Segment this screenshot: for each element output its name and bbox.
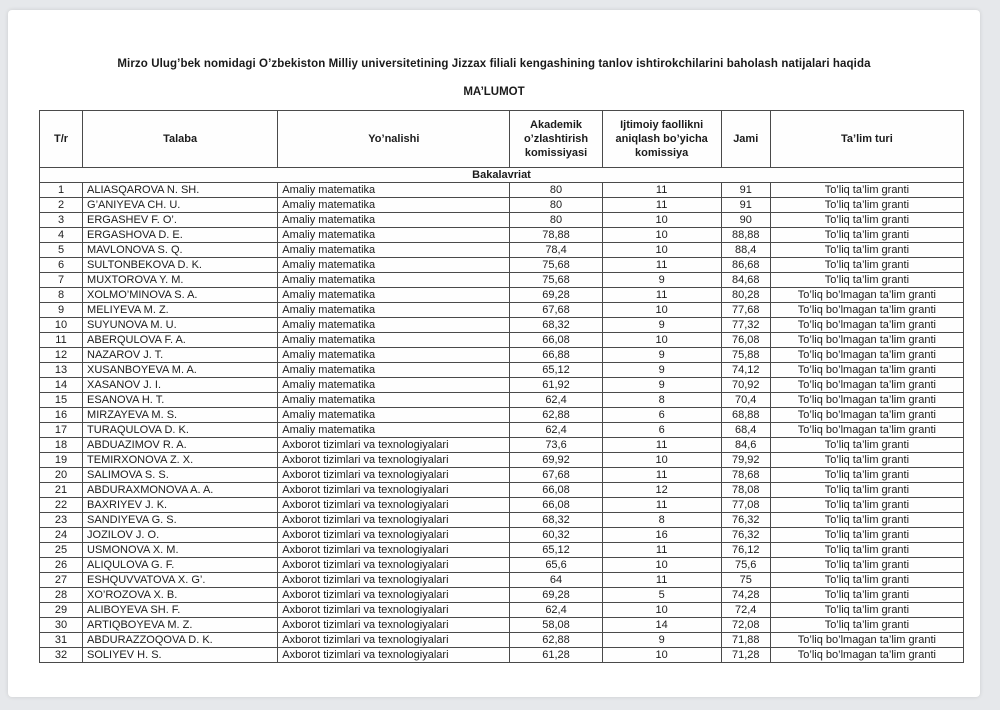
education-type-cell: To’liq ta’lim granti — [770, 453, 963, 468]
social-score-cell: 11 — [602, 438, 721, 453]
major-cell: Axborot tizimlari va texnologiyalari — [278, 453, 510, 468]
total-score-cell: 71,28 — [721, 648, 770, 663]
student-name-cell: ALIBOYEVA SH. F. — [83, 603, 278, 618]
major-cell: Axborot tizimlari va texnologiyalari — [278, 633, 510, 648]
total-score-cell: 86,68 — [721, 258, 770, 273]
major-cell: Amaliy matematika — [278, 333, 510, 348]
academic-score-cell: 66,88 — [510, 348, 602, 363]
row-number-cell: 7 — [40, 273, 83, 288]
student-name-cell: ALIASQAROVA N. SH. — [83, 183, 278, 198]
student-name-cell: ABDUAZIMOV R. A. — [83, 438, 278, 453]
student-name-cell: MIRZAYEVA M. S. — [83, 408, 278, 423]
table-row — [40, 303, 964, 318]
social-score-cell: 10 — [602, 648, 721, 663]
table-row — [40, 408, 964, 423]
total-score-cell: 78,08 — [721, 483, 770, 498]
total-score-cell: 90 — [721, 213, 770, 228]
row-number-cell: 31 — [40, 633, 83, 648]
table-row — [40, 333, 964, 348]
document-subtitle: MA’LUMOT — [463, 86, 525, 98]
major-cell: Axborot tizimlari va texnologiyalari — [278, 648, 510, 663]
table-row — [40, 468, 964, 483]
student-name-cell: BAXRIYEV J. K. — [83, 498, 278, 513]
social-score-cell: 12 — [602, 483, 721, 498]
table-row — [40, 363, 964, 378]
social-score-cell: 11 — [602, 468, 721, 483]
row-number-cell: 2 — [40, 198, 83, 213]
table-row — [40, 453, 964, 468]
table-row — [40, 648, 964, 663]
table-row — [40, 513, 964, 528]
student-name-cell: MUXTOROVA Y. M. — [83, 273, 278, 288]
total-score-cell: 78,68 — [721, 468, 770, 483]
education-type-cell: To’liq bo’lmagan ta’lim granti — [770, 633, 963, 648]
academic-score-cell: 60,32 — [510, 528, 602, 543]
total-score-cell: 72,08 — [721, 618, 770, 633]
student-name-cell: SALIMOVA S. S. — [83, 468, 278, 483]
major-cell: Amaliy matematika — [278, 318, 510, 333]
student-name-cell: MAVLONOVA S. Q. — [83, 243, 278, 258]
total-score-cell: 68,88 — [721, 408, 770, 423]
social-score-cell: 10 — [602, 558, 721, 573]
social-score-cell: 11 — [602, 573, 721, 588]
academic-score-cell: 62,4 — [510, 393, 602, 408]
table-row — [40, 543, 964, 558]
total-score-cell: 74,12 — [721, 363, 770, 378]
major-cell: Amaliy matematika — [278, 288, 510, 303]
student-name-cell: SANDIYEVA G. S. — [83, 513, 278, 528]
total-score-cell: 72,4 — [721, 603, 770, 618]
major-cell: Axborot tizimlari va texnologiyalari — [278, 573, 510, 588]
total-score-cell: 91 — [721, 183, 770, 198]
academic-score-cell: 66,08 — [510, 498, 602, 513]
col-header-student-name: Talaba — [83, 111, 278, 168]
academic-score-cell: 58,08 — [510, 618, 602, 633]
col-header-major: Yo’nalishi — [278, 111, 510, 168]
major-cell: Amaliy matematika — [278, 183, 510, 198]
document-title: Mirzo Ulug’bek nomidagi O’zbekiston Milliy universitetining Jizzax filiali kengashining tanlov ishtirokchilarini baholash natijalari haqida — [117, 58, 871, 70]
table-row — [40, 183, 964, 198]
total-score-cell: 77,08 — [721, 498, 770, 513]
academic-score-cell: 78,4 — [510, 243, 602, 258]
row-number-cell: 23 — [40, 513, 83, 528]
education-type-cell: To’liq bo’lmagan ta’lim granti — [770, 303, 963, 318]
row-number-cell: 10 — [40, 318, 83, 333]
academic-score-cell: 80 — [510, 198, 602, 213]
social-score-cell: 9 — [602, 273, 721, 288]
table-row — [40, 258, 964, 273]
row-number-cell: 16 — [40, 408, 83, 423]
student-name-cell: TURAQULOVA D. K. — [83, 423, 278, 438]
major-cell: Amaliy matematika — [278, 198, 510, 213]
total-score-cell: 84,6 — [721, 438, 770, 453]
total-score-cell: 88,4 — [721, 243, 770, 258]
social-score-cell: 8 — [602, 393, 721, 408]
total-score-cell: 88,88 — [721, 228, 770, 243]
student-name-cell: SOLIYEV H. S. — [83, 648, 278, 663]
total-score-cell: 75,6 — [721, 558, 770, 573]
student-name-cell: XO’ROZOVA X. B. — [83, 588, 278, 603]
social-score-cell: 8 — [602, 513, 721, 528]
social-score-cell: 6 — [602, 408, 721, 423]
major-cell: Axborot tizimlari va texnologiyalari — [278, 543, 510, 558]
row-number-cell: 1 — [40, 183, 83, 198]
row-number-cell: 11 — [40, 333, 83, 348]
student-name-cell: XUSANBOYEVA M. A. — [83, 363, 278, 378]
total-score-cell: 71,88 — [721, 633, 770, 648]
academic-score-cell: 78,88 — [510, 228, 602, 243]
section-label-bakalavriat: Bakalavriat — [40, 168, 964, 183]
student-name-cell: MELIYEVA M. Z. — [83, 303, 278, 318]
total-score-cell: 77,68 — [721, 303, 770, 318]
education-type-cell: To’liq bo’lmagan ta’lim granti — [770, 348, 963, 363]
social-score-cell: 9 — [602, 348, 721, 363]
row-number-cell: 24 — [40, 528, 83, 543]
major-cell: Axborot tizimlari va texnologiyalari — [278, 528, 510, 543]
row-number-cell: 27 — [40, 573, 83, 588]
major-cell: Amaliy matematika — [278, 228, 510, 243]
education-type-cell: To’liq ta’lim granti — [770, 198, 963, 213]
major-cell: Axborot tizimlari va texnologiyalari — [278, 438, 510, 453]
major-cell: Amaliy matematika — [278, 348, 510, 363]
row-number-cell: 28 — [40, 588, 83, 603]
total-score-cell: 74,28 — [721, 588, 770, 603]
total-score-cell: 70,4 — [721, 393, 770, 408]
table-row — [40, 213, 964, 228]
table-row — [40, 288, 964, 303]
academic-score-cell: 65,12 — [510, 543, 602, 558]
student-name-cell: SULTONBEKOVA D. K. — [83, 258, 278, 273]
academic-score-cell: 62,88 — [510, 633, 602, 648]
total-score-cell: 75,88 — [721, 348, 770, 363]
social-score-cell: 10 — [602, 333, 721, 348]
table-row — [40, 273, 964, 288]
education-type-cell: To’liq bo’lmagan ta’lim granti — [770, 378, 963, 393]
academic-score-cell: 69,28 — [510, 288, 602, 303]
academic-score-cell: 66,08 — [510, 333, 602, 348]
col-header-row-number: T/r — [40, 111, 83, 168]
academic-score-cell: 75,68 — [510, 258, 602, 273]
row-number-cell: 6 — [40, 258, 83, 273]
col-header-total: Jami — [721, 111, 770, 168]
major-cell: Amaliy matematika — [278, 378, 510, 393]
major-cell: Axborot tizimlari va texnologiyalari — [278, 603, 510, 618]
row-number-cell: 18 — [40, 438, 83, 453]
education-type-cell: To’liq ta’lim granti — [770, 513, 963, 528]
major-cell: Axborot tizimlari va texnologiyalari — [278, 618, 510, 633]
table-row — [40, 618, 964, 633]
row-number-cell: 5 — [40, 243, 83, 258]
education-type-cell: To’liq ta’lim granti — [770, 558, 963, 573]
table-row — [40, 573, 964, 588]
major-cell: Axborot tizimlari va texnologiyalari — [278, 498, 510, 513]
major-cell: Amaliy matematika — [278, 303, 510, 318]
total-score-cell: 76,08 — [721, 333, 770, 348]
social-score-cell: 5 — [602, 588, 721, 603]
row-number-cell: 29 — [40, 603, 83, 618]
total-score-cell: 76,32 — [721, 513, 770, 528]
student-name-cell: ABDURAXMONOVA A. A. — [83, 483, 278, 498]
major-cell: Amaliy matematika — [278, 273, 510, 288]
row-number-cell: 13 — [40, 363, 83, 378]
education-type-cell: To’liq bo’lmagan ta’lim granti — [770, 393, 963, 408]
table-row — [40, 318, 964, 333]
social-score-cell: 11 — [602, 198, 721, 213]
col-header-academic-commission: Akademik o’zlashtirish komissiyasi — [510, 111, 602, 168]
major-cell: Amaliy matematika — [278, 393, 510, 408]
social-score-cell: 9 — [602, 363, 721, 378]
education-type-cell: To’liq ta’lim granti — [770, 588, 963, 603]
academic-score-cell: 62,88 — [510, 408, 602, 423]
academic-score-cell: 68,32 — [510, 318, 602, 333]
education-type-cell: To’liq bo’lmagan ta’lim granti — [770, 318, 963, 333]
education-type-cell: To’liq ta’lim granti — [770, 528, 963, 543]
academic-score-cell: 69,28 — [510, 588, 602, 603]
row-number-cell: 22 — [40, 498, 83, 513]
major-cell: Axborot tizimlari va texnologiyalari — [278, 588, 510, 603]
education-type-cell: To’liq ta’lim granti — [770, 258, 963, 273]
student-name-cell: ESANOVA H. T. — [83, 393, 278, 408]
row-number-cell: 19 — [40, 453, 83, 468]
social-score-cell: 14 — [602, 618, 721, 633]
student-name-cell: NAZAROV J. T. — [83, 348, 278, 363]
table-row — [40, 528, 964, 543]
table-row — [40, 228, 964, 243]
table-row — [40, 498, 964, 513]
academic-score-cell: 61,92 — [510, 378, 602, 393]
academic-score-cell: 80 — [510, 213, 602, 228]
education-type-cell: To’liq ta’lim granti — [770, 498, 963, 513]
academic-score-cell: 67,68 — [510, 303, 602, 318]
student-name-cell: ESHQUVVATOVA X. G’. — [83, 573, 278, 588]
table-row — [40, 588, 964, 603]
education-type-cell: To’liq ta’lim granti — [770, 438, 963, 453]
student-name-cell: ERGASHEV F. O’. — [83, 213, 278, 228]
student-name-cell: JOZILOV J. O. — [83, 528, 278, 543]
row-number-cell: 14 — [40, 378, 83, 393]
social-score-cell: 11 — [602, 543, 721, 558]
major-cell: Amaliy matematika — [278, 408, 510, 423]
table-row — [40, 378, 964, 393]
total-score-cell: 75 — [721, 573, 770, 588]
row-number-cell: 12 — [40, 348, 83, 363]
row-number-cell: 17 — [40, 423, 83, 438]
row-number-cell: 8 — [40, 288, 83, 303]
header-row — [40, 111, 964, 168]
total-score-cell: 77,32 — [721, 318, 770, 333]
row-number-cell: 20 — [40, 468, 83, 483]
academic-score-cell: 75,68 — [510, 273, 602, 288]
social-score-cell: 6 — [602, 423, 721, 438]
section-row — [40, 168, 964, 183]
col-header-education-type: Ta’lim turi — [770, 111, 963, 168]
social-score-cell: 11 — [602, 498, 721, 513]
social-score-cell: 9 — [602, 633, 721, 648]
academic-score-cell: 62,4 — [510, 603, 602, 618]
academic-score-cell: 66,08 — [510, 483, 602, 498]
academic-score-cell: 69,92 — [510, 453, 602, 468]
table-row — [40, 483, 964, 498]
social-score-cell: 10 — [602, 603, 721, 618]
student-name-cell: ABERQULOVA F. A. — [83, 333, 278, 348]
education-type-cell: To’liq ta’lim granti — [770, 273, 963, 288]
education-type-cell: To’liq bo’lmagan ta’lim granti — [770, 333, 963, 348]
education-type-cell: To’liq ta’lim granti — [770, 603, 963, 618]
education-type-cell: To’liq ta’lim granti — [770, 618, 963, 633]
education-type-cell: To’liq ta’lim granti — [770, 183, 963, 198]
row-number-cell: 30 — [40, 618, 83, 633]
major-cell: Amaliy matematika — [278, 423, 510, 438]
academic-score-cell: 62,4 — [510, 423, 602, 438]
social-score-cell: 16 — [602, 528, 721, 543]
student-name-cell: ERGASHOVA D. E. — [83, 228, 278, 243]
row-number-cell: 15 — [40, 393, 83, 408]
row-number-cell: 32 — [40, 648, 83, 663]
education-type-cell: To’liq ta’lim granti — [770, 573, 963, 588]
row-number-cell: 4 — [40, 228, 83, 243]
row-number-cell: 26 — [40, 558, 83, 573]
academic-score-cell: 80 — [510, 183, 602, 198]
academic-score-cell: 61,28 — [510, 648, 602, 663]
academic-score-cell: 65,12 — [510, 363, 602, 378]
education-type-cell: To’liq bo’lmagan ta’lim granti — [770, 408, 963, 423]
social-score-cell: 9 — [602, 318, 721, 333]
social-score-cell: 10 — [602, 213, 721, 228]
row-number-cell: 3 — [40, 213, 83, 228]
results-table-body — [40, 168, 964, 663]
social-score-cell: 10 — [602, 243, 721, 258]
education-type-cell: To’liq bo’lmagan ta’lim granti — [770, 648, 963, 663]
academic-score-cell: 68,32 — [510, 513, 602, 528]
education-type-cell: To’liq ta’lim granti — [770, 468, 963, 483]
total-score-cell: 79,92 — [721, 453, 770, 468]
education-type-cell: To’liq ta’lim granti — [770, 243, 963, 258]
education-type-cell: To’liq ta’lim granti — [770, 228, 963, 243]
major-cell: Amaliy matematika — [278, 243, 510, 258]
student-name-cell: XASANOV J. I. — [83, 378, 278, 393]
major-cell: Amaliy matematika — [278, 363, 510, 378]
social-score-cell: 10 — [602, 303, 721, 318]
social-score-cell: 10 — [602, 228, 721, 243]
education-type-cell: To’liq ta’lim granti — [770, 213, 963, 228]
student-name-cell: SUYUNOVA M. U. — [83, 318, 278, 333]
table-row — [40, 243, 964, 258]
table-row — [40, 558, 964, 573]
academic-score-cell: 67,68 — [510, 468, 602, 483]
social-score-cell: 9 — [602, 378, 721, 393]
education-type-cell: To’liq bo’lmagan ta’lim granti — [770, 288, 963, 303]
student-name-cell: XOLMO’MINOVA S. A. — [83, 288, 278, 303]
student-name-cell: ALIQULOVA G. F. — [83, 558, 278, 573]
academic-score-cell: 64 — [510, 573, 602, 588]
table-row — [40, 348, 964, 363]
table-row — [40, 603, 964, 618]
total-score-cell: 91 — [721, 198, 770, 213]
major-cell: Axborot tizimlari va texnologiyalari — [278, 468, 510, 483]
total-score-cell: 76,12 — [721, 543, 770, 558]
document-page — [8, 10, 980, 697]
table-row — [40, 198, 964, 213]
major-cell: Amaliy matematika — [278, 213, 510, 228]
social-score-cell: 10 — [602, 453, 721, 468]
row-number-cell: 21 — [40, 483, 83, 498]
total-score-cell: 70,92 — [721, 378, 770, 393]
major-cell: Axborot tizimlari va texnologiyalari — [278, 558, 510, 573]
total-score-cell: 68,4 — [721, 423, 770, 438]
major-cell: Amaliy matematika — [278, 258, 510, 273]
total-score-cell: 80,28 — [721, 288, 770, 303]
table-row — [40, 633, 964, 648]
row-number-cell: 25 — [40, 543, 83, 558]
major-cell: Axborot tizimlari va texnologiyalari — [278, 483, 510, 498]
row-number-cell: 9 — [40, 303, 83, 318]
student-name-cell: G’ANIYEVA CH. U. — [83, 198, 278, 213]
table-row — [40, 423, 964, 438]
results-table — [39, 110, 964, 663]
student-name-cell: TEMIRXONOVA Z. X. — [83, 453, 278, 468]
social-score-cell: 11 — [602, 258, 721, 273]
table-row — [40, 438, 964, 453]
total-score-cell: 84,68 — [721, 273, 770, 288]
academic-score-cell: 73,6 — [510, 438, 602, 453]
student-name-cell: USMONOVA X. M. — [83, 543, 278, 558]
total-score-cell: 76,32 — [721, 528, 770, 543]
col-header-social-commission: Ijtimoiy faollikni aniqlash bo’yicha komissiya — [602, 111, 721, 168]
major-cell: Axborot tizimlari va texnologiyalari — [278, 513, 510, 528]
table-row — [40, 393, 964, 408]
education-type-cell: To’liq ta’lim granti — [770, 543, 963, 558]
social-score-cell: 11 — [602, 183, 721, 198]
student-name-cell: ABDURAZZOQOVA D. K. — [83, 633, 278, 648]
social-score-cell: 11 — [602, 288, 721, 303]
student-name-cell: ARTIQBOYEVA M. Z. — [83, 618, 278, 633]
education-type-cell: To’liq bo’lmagan ta’lim granti — [770, 363, 963, 378]
education-type-cell: To’liq ta’lim granti — [770, 483, 963, 498]
academic-score-cell: 65,6 — [510, 558, 602, 573]
education-type-cell: To’liq bo’lmagan ta’lim granti — [770, 423, 963, 438]
